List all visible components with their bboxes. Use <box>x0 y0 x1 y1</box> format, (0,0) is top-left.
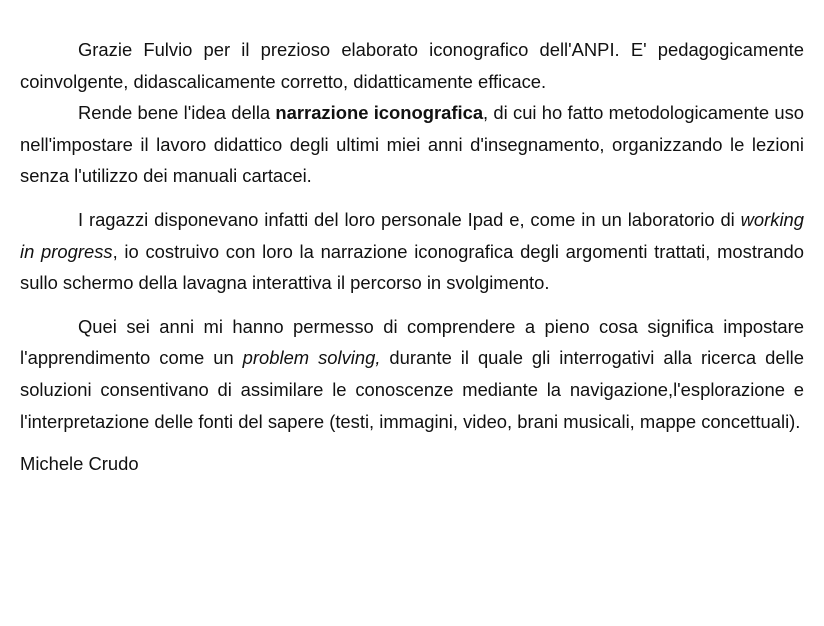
paragraph-1-bold-phrase: narrazione iconografica <box>275 102 484 124</box>
paragraph-3-text-after: durante il quale gli interrogativi alla ricerca delle soluzioni consentivano di assimilare le conoscenze mediante la navigazione,l'esplorazione e l'interpretazione delle fonti del sapere (testi, immagini, video, brani musicali, mappe concettuali). <box>20 347 804 432</box>
paragraph-1-text-before: Rende bene l'idea della <box>78 102 276 124</box>
paragraph-1-text-after: , di cui ho fatto metodologicamente uso nell'impostare il lavoro didattico degli ultimi miei anni d'insegnamento, organizzando le lezioni senza l'utilizzo dei manuali cartacei. <box>20 102 804 187</box>
paragraph-3-text-before: Quei sei anni mi hanno permesso di comprendere a pieno cosa significa impostare l'apprendimento come un <box>20 315 804 369</box>
paragraph-2-text-after: , io costruivo con loro la narrazione iconografica degli argomenti trattati, mostrando sullo schermo della lavagna interattiva il percorso in svolgimento. <box>20 240 804 294</box>
paragraph-1b <box>20 97 804 192</box>
paragraph-3-italic-phrase: problem solving, <box>242 347 381 369</box>
signature: Michele Crudo <box>20 453 139 475</box>
paragraph-1-line-1: Grazie Fulvio per il prezioso elaborato iconografico dell'ANPI. E' pedagogicamente coinvolgente, didascalicamente corretto, didatticamente efficace. <box>20 39 804 92</box>
paragraph-2-text-before: I ragazzi disponevano infatti del loro personale Ipad e, come in un laboratorio di <box>78 208 741 230</box>
paragraph-1a <box>20 34 804 97</box>
paragraph-3 <box>20 311 804 437</box>
paragraph-2 <box>20 204 804 299</box>
paragraph-2-italic-phrase: working in progress <box>20 208 804 262</box>
